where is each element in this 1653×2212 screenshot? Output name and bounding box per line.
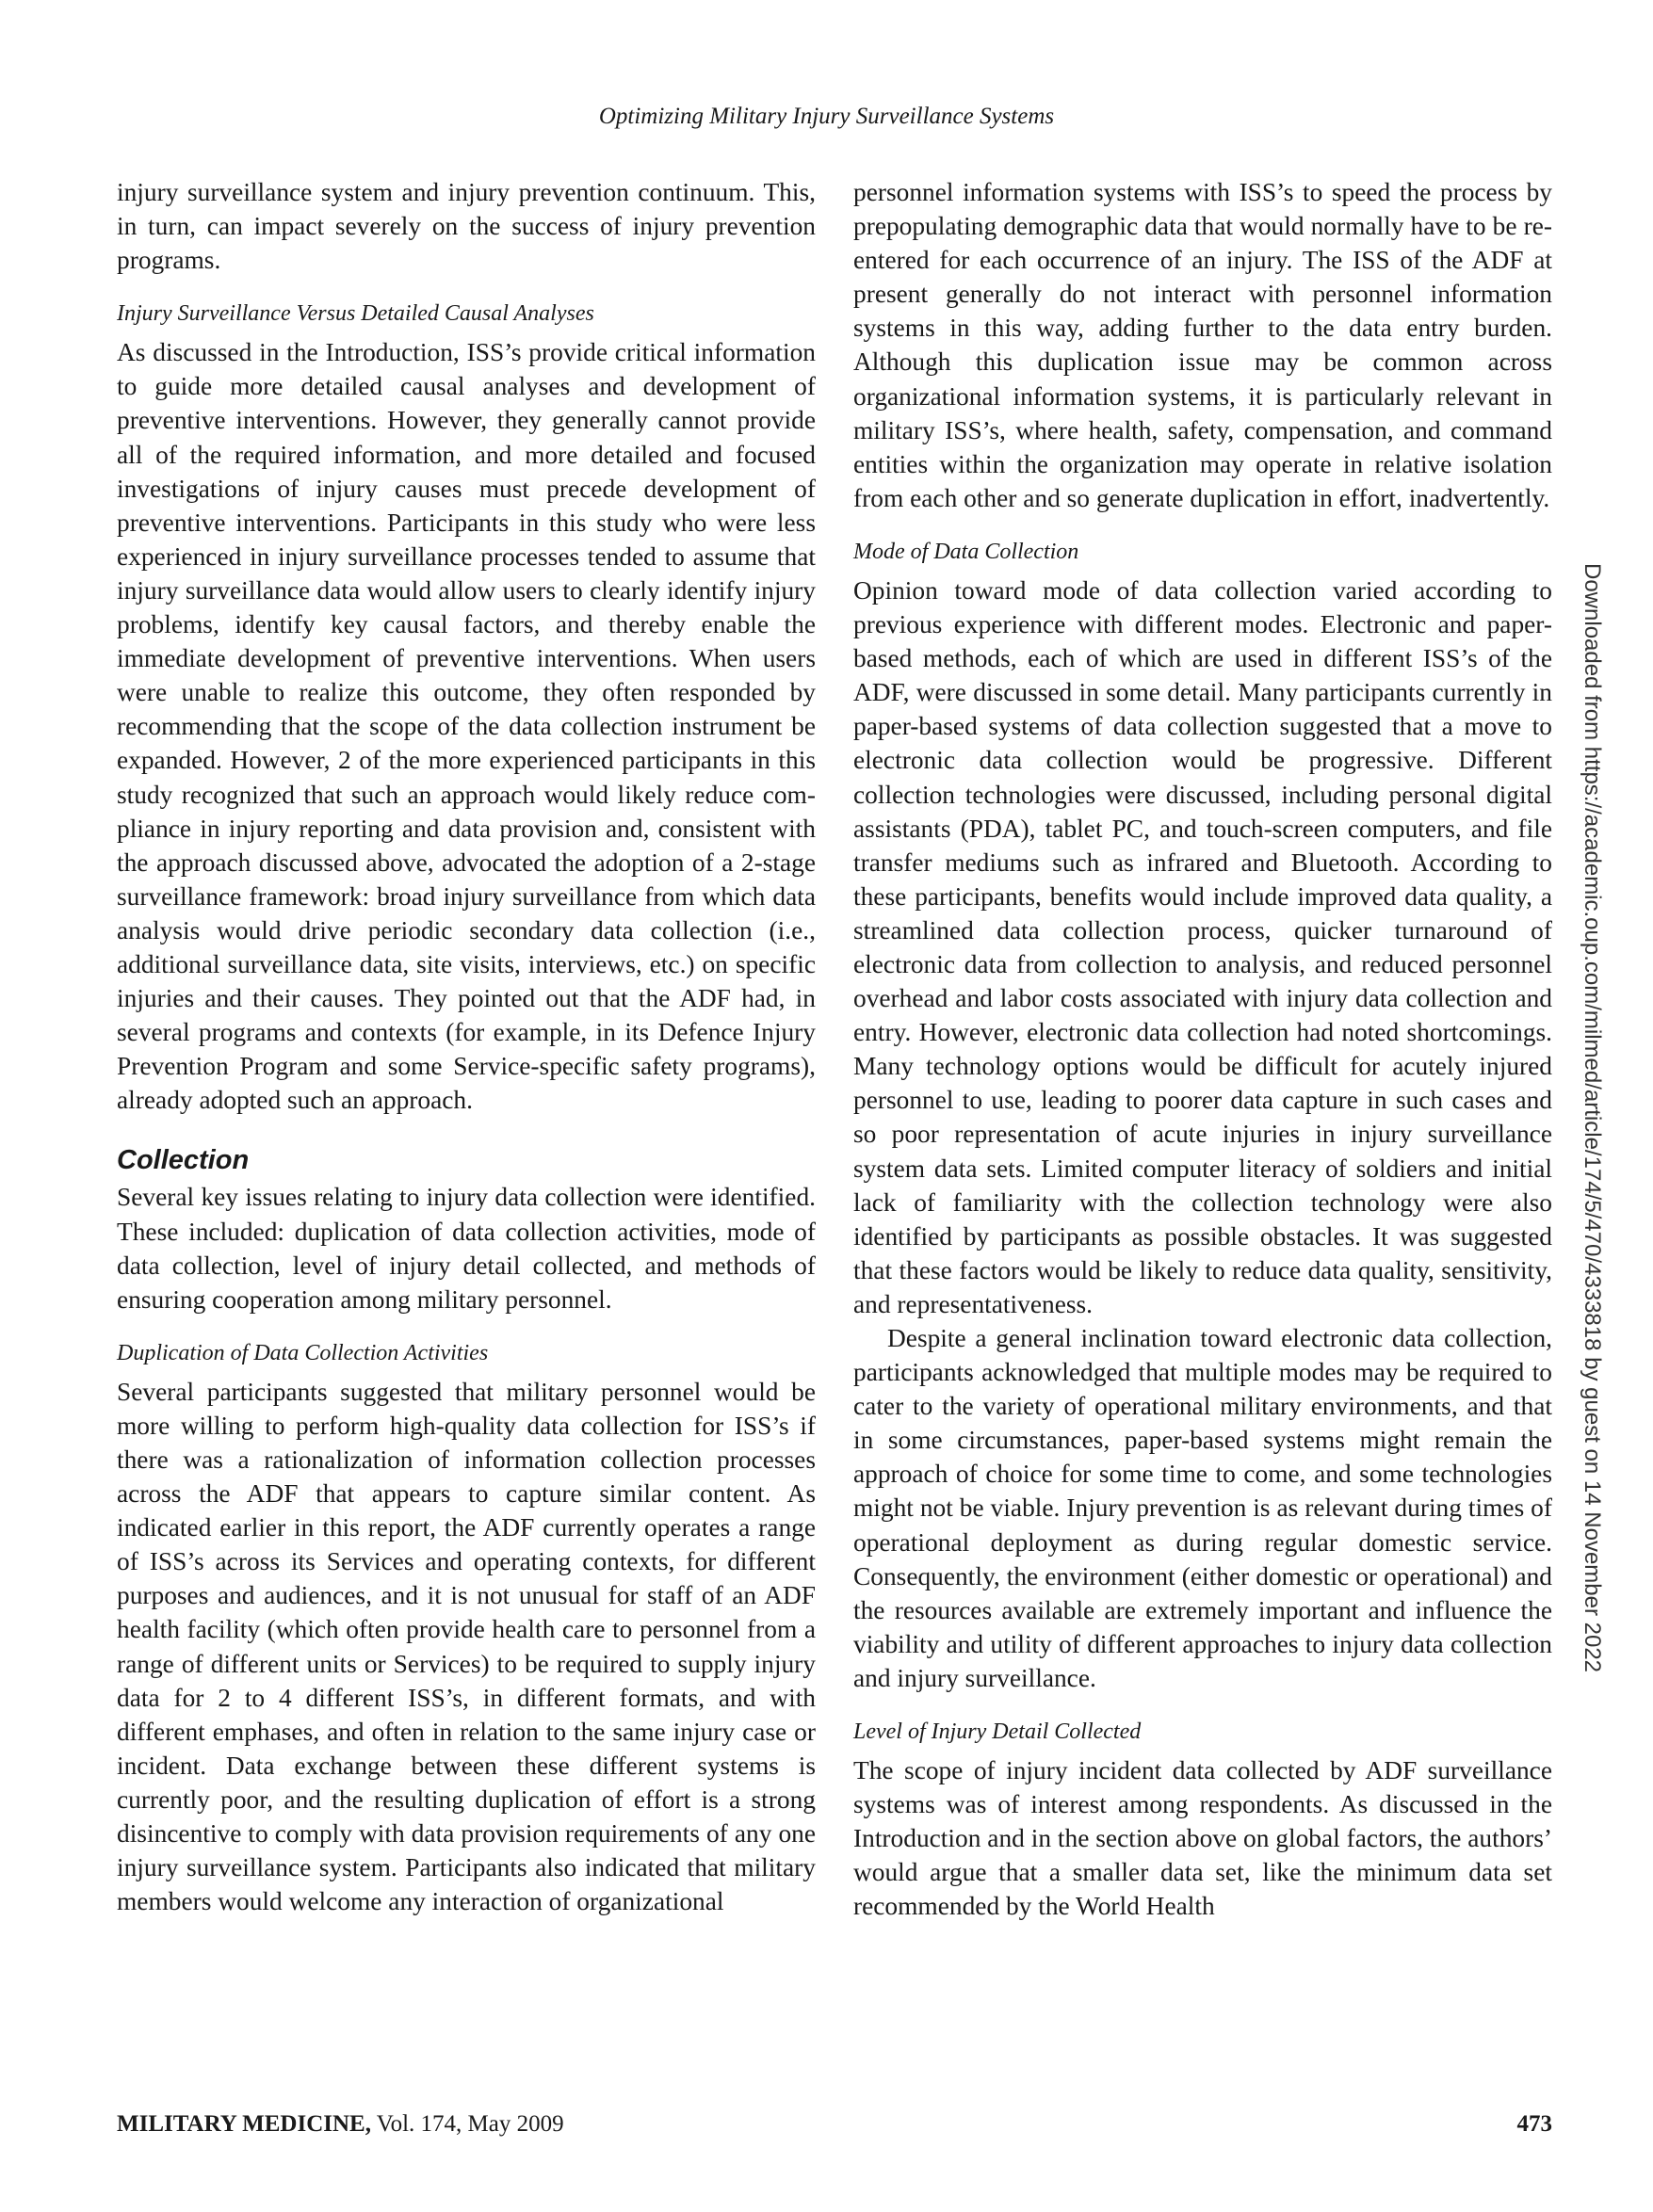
paragraph: injury surveillance system and injury prevention continuum. This, in turn, can impact severely on the success of injury prevention programs.	[117, 178, 816, 275]
section-heading: Collection	[117, 1145, 250, 1176]
paragraph: As discussed in the Introduction, ISS’s provide critical information to guide more detailed causal analyses and development of preventive interventions. However, they generally cannot provide all of the required information, and more detailed and focused investigations of injury causes must precede development of preventive interventions. Participants in this study who were less experienced in injury surveillance processes tended to assume that injury surveillance data would allow users to clearly identify injury problems, identify key causal factors, and thereby enable the immediate development of preventive interventions. When users were unable to realize this outcome, they often responded by recommending that the scope of the data collection instrument be expanded. However, 2 of the more experienced participants in this study recognized that such an approach would likely reduce compliance in injury reporting and data provision and, consistent with the approach discussed above, advocated the adoption of a 2-stage surveillance framework: broad injury surveillance from which data analysis would drive periodic secondary data collection (i.e., additional surveillance data, site visits, interviews, etc.) on specific injuries and their causes. They pointed out that the ADF had, in several programs and contexts (for example, in its Defence Injury Prevention Program and some Service-specific safety programs), already adopted such an approach.	[117, 338, 816, 1115]
journal-name: MILITARY MEDICINE,	[117, 2111, 371, 2137]
subsection-heading: Level of Injury Detail Collected	[853, 1720, 1142, 1745]
paragraph: Opinion toward mode of data collection varied according to previous experience with different modes. Electronic and paper-based methods, each of which are used in different ISS’s of the ADF, were discussed in some detail. Many participants currently in paper-based systems of data collection suggested that a move to electronic data collection would be progressive. Different collection technologies were discussed, including personal digital assistants (PDA), tablet PC, and touch-screen computers, and file transfer mediums such as infrared and Bluetooth. According to these participants, benefits would include improved data quality, a streamlined data collection process, quicker turnaround of electronic data from collection to analysis, and reduced personnel overhead and labor costs associated with injury data collection and entry. However, electronic data collection had noted shortcomings. Many technology options would be difficult for acutely injured personnel to use, leading to poorer data capture in such cases and so poor representation of acute injuries in injury surveillance system data sets. Limited computer literacy of soldiers and initial lack of familiarity with the collection technology were also identified by participants as possible obstacles. It was suggested that these factors would be likely to reduce data quality, sensitivity, and representativeness.	[853, 575, 1552, 1318]
page-footer	[117, 2111, 1552, 2138]
paragraph: Several key issues relating to injury data collection were identified. These included: duplication of data collection activities, mode of data collection, level of injury detail collected, and methods of ensuring cooperation among military personnel.	[117, 1183, 816, 1314]
subsection-heading: Mode of Data Collection	[853, 539, 1079, 564]
download-notice: Downloaded from https://academic.oup.com/milmed/article/174/5/470/4333818 by guest on 14 November 2022	[1580, 563, 1605, 1673]
page-number: 473	[1516, 2111, 1552, 2137]
subsection-heading: Injury Surveillance Versus Detailed Causal Analyses	[117, 301, 594, 327]
left-column	[117, 175, 816, 1918]
paragraph: The scope of injury incident data collected by ADF surveillance systems was of interest among respondents. As discussed in the Introduction and in the section above on global factors, the authors’ would argue that a smaller data set, like the minimum data set recommended by the World Health	[853, 1756, 1552, 1921]
running-title: Optimizing Military Injury Surveillance Systems	[598, 104, 1055, 129]
paragraph: Several participants suggested that military personnel would be more willing to perform high-quality data collection for ISS’s if there was a rationalization of information collection processes across the ADF that appears to capture similar content. As indicated earlier in this report, the ADF currently operates a range of ISS’s across its Services and operating contexts, for different purposes and audiences, and it is not unusual for staff of an ADF health facility (which often provide health care to personnel from a range of different units or Services) to be required to supply injury data for 2 to 4 different ISS’s, in different formats, and with different emphases, and often in relation to the same injury case or incident. Data exchange between these different systems is currently poor, and the resulting duplication of effort is a strong disincentive to comply with data provision requirements of any one injury surveillance system. Participants also indicated that military members would welcome any interaction of organizational	[117, 1377, 816, 1916]
right-column	[853, 175, 1552, 1924]
journal-volume: Vol. 174, May 2009	[370, 2111, 564, 2137]
subsection-heading: Duplication of Data Collection Activities	[117, 1340, 489, 1365]
paragraph: personnel information systems with ISS’s to speed the process by prepopulating demographic data that would normally have to be re-entered for each occurrence of an injury. The ISS of the ADF at present generally do not interact with personnel information systems in this way, adding further to the data entry burden. Although this duplication issue may be common across organizational information systems, it is particularly relevant in military ISS’s, where health, safety, compensation, and command entities within the organization may operate in relative isolation from each other and so generate duplication in effort, inadvertently.	[853, 178, 1552, 512]
paragraph: Despite a general inclination toward electronic data collection, participants acknowledged that multiple modes may be required to cater to the variety of operational military environments, and that in some circumstances, paper-based systems might remain the approach of choice for some time to come, and some technologies might not be viable. Injury prevention is as relevant during times of operational deployment as during regular domestic service. Consequently, the environment (either domestic or operational) and the resources available are extremely important and influence the viability and utility of different approaches to injury data collection and injury surveillance.	[853, 1324, 1552, 1692]
